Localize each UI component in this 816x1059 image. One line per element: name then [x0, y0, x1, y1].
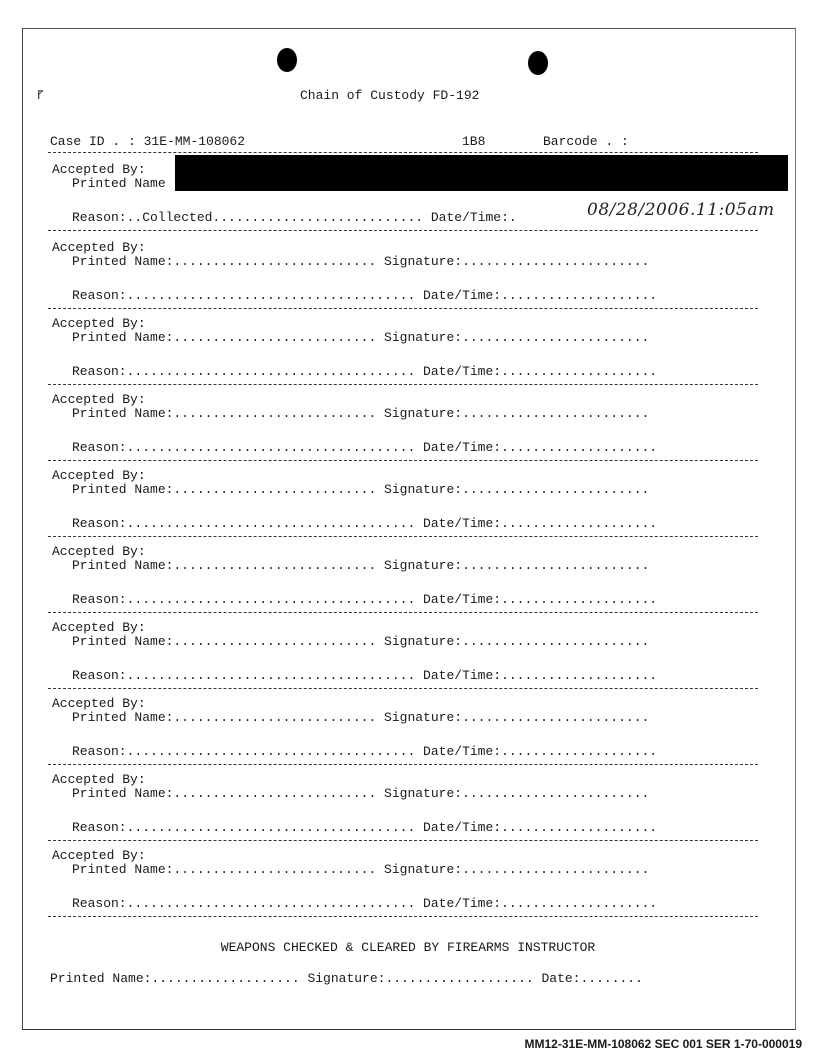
- punch-hole: [528, 51, 548, 75]
- scan-mark: ⹍: [37, 89, 44, 103]
- printed-name-signature-line: Printed Name:.......................... Signature:........................: [72, 634, 650, 649]
- handwritten-datetime: 08/28/2006.11:05am: [587, 200, 775, 220]
- form-title: Chain of Custody FD-192: [300, 88, 480, 103]
- accepted-by-label: Accepted By:: [52, 162, 146, 177]
- reason-line: Reason:..Collected........................... Date/Time:.: [72, 210, 517, 225]
- divider: [48, 230, 758, 231]
- weapons-signature-line: Printed Name:................... Signature:................... Date:........: [50, 971, 643, 986]
- printed-name-signature-line: Printed Name:.......................... Signature:........................: [72, 406, 650, 421]
- divider: [48, 764, 758, 765]
- accepted-by-label: Accepted By:: [52, 468, 146, 483]
- divider: [48, 536, 758, 537]
- redaction-bar: [175, 155, 788, 191]
- divider: [48, 840, 758, 841]
- accepted-by-label: Accepted By:: [52, 772, 146, 787]
- reason-datetime-line: Reason:..................................... Date/Time:....................: [72, 440, 658, 455]
- item-number: 1B8: [462, 134, 486, 149]
- divider: [48, 460, 758, 461]
- weapons-heading: WEAPONS CHECKED & CLEARED BY FIREARMS INSTRUCTOR: [220, 940, 596, 955]
- printed-name-label: Printed Name: [72, 176, 166, 191]
- accepted-by-label: Accepted By:: [52, 696, 146, 711]
- divider: [48, 152, 758, 153]
- barcode-label: Barcode . :: [543, 134, 629, 149]
- printed-name-signature-line: Printed Name:.......................... Signature:........................: [72, 482, 650, 497]
- divider: [48, 308, 758, 309]
- accepted-by-label: Accepted By:: [52, 240, 146, 255]
- reason-datetime-line: Reason:..................................... Date/Time:....................: [72, 364, 658, 379]
- accepted-by-label: Accepted By:: [52, 392, 146, 407]
- divider: [48, 612, 758, 613]
- accepted-by-label: Accepted By:: [52, 316, 146, 331]
- reason-datetime-line: Reason:..................................... Date/Time:....................: [72, 820, 658, 835]
- divider: [48, 384, 758, 385]
- reason-datetime-line: Reason:..................................... Date/Time:....................: [72, 592, 658, 607]
- reason-datetime-line: Reason:..................................... Date/Time:....................: [72, 668, 658, 683]
- reason-datetime-line: Reason:..................................... Date/Time:....................: [72, 288, 658, 303]
- document-footer: MM12-31E-MM-108062 SEC 001 SER 1-70-000019: [524, 1037, 802, 1051]
- printed-name-signature-line: Printed Name:.......................... Signature:........................: [72, 786, 650, 801]
- reason-datetime-line: Reason:..................................... Date/Time:....................: [72, 896, 658, 911]
- printed-name-signature-line: Printed Name:.......................... Signature:........................: [72, 558, 650, 573]
- printed-name-signature-line: Printed Name:.......................... Signature:........................: [72, 862, 650, 877]
- printed-name-signature-line: Printed Name:.......................... Signature:........................: [72, 330, 650, 345]
- accepted-by-label: Accepted By:: [52, 544, 146, 559]
- reason-datetime-line: Reason:..................................... Date/Time:....................: [72, 516, 658, 531]
- printed-name-signature-line: Printed Name:.......................... Signature:........................: [72, 254, 650, 269]
- case-id: Case ID . : 31E-MM-108062: [50, 134, 246, 149]
- divider: [48, 916, 758, 917]
- printed-name-signature-line: Printed Name:.......................... Signature:........................: [72, 710, 650, 725]
- divider: [48, 688, 758, 689]
- accepted-by-label: Accepted By:: [52, 848, 146, 863]
- reason-datetime-line: Reason:..................................... Date/Time:....................: [72, 744, 658, 759]
- accepted-by-label: Accepted By:: [52, 620, 146, 635]
- punch-hole: [277, 48, 297, 72]
